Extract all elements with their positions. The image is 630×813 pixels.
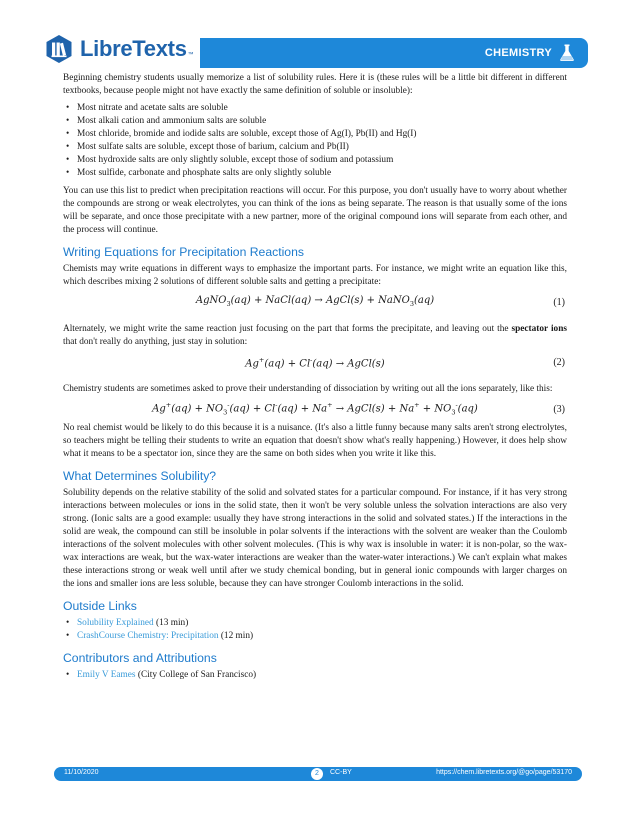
list-item: • Most chloride, bromide and iodide salts are soluble, except those of Ag(I), Pb(II) and Hg(I) [63, 128, 567, 141]
list-item: • Most hydroxide salts are only slightly soluble, except those of sodium and potassium [63, 154, 567, 167]
section-heading-writing-equations: Writing Equations for Precipitation Reactions [63, 245, 304, 259]
page-number: 2 [311, 768, 323, 780]
contributors-list [63, 669, 567, 682]
equation-1 [63, 289, 567, 315]
subject-label: CHEMISTRY [484, 47, 552, 59]
list-item: • Most nitrate and acetate salts are soluble [63, 102, 567, 115]
equation-1-number: (1) [553, 296, 565, 308]
list-item: • Most sulfide, carbonate and phosphate salts are only slightly soluble [63, 167, 567, 180]
section-heading-outside-links: Outside Links [63, 599, 137, 613]
section-heading-solubility: What Determines Solubility? [63, 469, 217, 483]
logo-trademark: ™ [187, 52, 194, 58]
equation-1-formula: AgNO$_3$(aq) + NaCl(aq) → AgCl(s) + NaNO$_3$(aq) [195, 294, 435, 308]
license-label: CC-BY [330, 769, 352, 776]
writing-paragraph-3: Chemistry students are sometimes asked to prove their understanding of dissociation by writing out all the ions separately, like this: [63, 384, 553, 394]
equation-2-formula: Ag+(aq) + Cl-(aq) → AgCl(s) [245, 355, 385, 370]
flask-icon [559, 44, 575, 62]
writing-paragraph-2: Alternately, we might write the same reaction just focusing on the part that forms the precipitate, and leaving out the spectator ions that don't really do anything, just stay in solution: [63, 324, 567, 347]
prediction-paragraph: You can use this list to predict when precipitation reactions will occur. For this purpose, you don't usually have to worry about whether the compounds are strong or weak electrolytes, you can think of the ions as being separate. The reason is that usually some of the ions will be separate, and once those precipitate with a new partner, more of the original compound ions will separate from each other, and the process will continue. [63, 186, 567, 235]
solubility-paragraph: Solubility depends on the relative stability of the solid and solvated states for a particular compound. For instance, if it has very strong interactions between molecules or ions in the solid state, then it won't be very soluble unless the solvation interactions are also very strong. (Ionic salts are a good example: usually they have strong interactions in the solid and solvated states.) If the interactions in the solid are weak, the compound can still be insoluble in polar solvents if the interactions with the solvent are weaker than the Coulomb interactions of the solvent molecules with other solvent molecules. (This is why wax is insoluble in water: it is non-polar, so the wax-wax interactions are weak, but the wax-water interactions are weaker than the water-water interactions.) We can't explain what makes these interactions strong or weak well until after we study chemical bonding, but in general ionic compounds with larger charges on the ions and smaller ions are less soluble, because they can have stronger Coulomb interactions in the solid. [63, 488, 567, 589]
outside-links-list [63, 617, 567, 643]
equation-3-number: (3) [553, 403, 565, 415]
list-item: • Most alkali cation and ammonium salts are soluble [63, 115, 567, 128]
list-item: • Emily V Eames (City College of San Francisco) [63, 669, 567, 682]
writing-paragraph-1: Chemists may write equations in different ways to emphasize the important parts. For instance, we might write an equation like this, which describes mixing 2 solutions of different soluble salts and getting a precipitate: [63, 264, 567, 287]
list-item: • Most sulfate salts are soluble, except those of barium, calcium and Pb(II) [63, 141, 567, 154]
page-footer [54, 767, 582, 781]
subject-banner [200, 38, 588, 68]
equation-3 [63, 396, 567, 422]
article-body [63, 72, 567, 687]
solubility-explained-link[interactable]: Solubility Explained [77, 618, 154, 628]
solubility-rules-list [63, 102, 567, 180]
equation-2 [63, 349, 567, 375]
list-item: • CrashCourse Chemistry: Precipitation (12 min) [63, 630, 567, 643]
logo-wordmark: LibreTexts [80, 36, 187, 61]
writing-paragraph-4: No real chemist would be likely to do this because it is a nuisance. (It's also a little funny because many salts aren't strong electrolytes, so teachers might be telling their students to write an equation that doesn't show what's really happening.) However, it does help show what it means to be a spectator ion, since they are the same on both sides when you write it like this. [63, 423, 567, 459]
libretexts-logo[interactable] [44, 34, 194, 64]
equation-3-formula: $Ag^+(aq) + NO_3^-(aq) + Cl^-(aq) + Na^+$ → AgCl(s) + $Na^+ + NO_3^-(aq)$ [152, 400, 478, 417]
footer-date: 11/10/2020 [64, 769, 99, 776]
equation-2-number: (2) [553, 356, 565, 368]
page-url-link[interactable]: https://chem.libretexts.org/@go/page/53170 [436, 769, 572, 776]
contributor-link[interactable]: Emily V Eames [77, 670, 136, 680]
spectator-ions-term: spectator ions [511, 324, 567, 334]
crashcourse-precipitation-link[interactable]: CrashCourse Chemistry: Precipitation [77, 631, 219, 641]
list-item: • Solubility Explained (13 min) [63, 617, 567, 630]
libretexts-badge-icon [44, 34, 74, 64]
page-header [0, 30, 630, 76]
intro-paragraph: Beginning chemistry students usually memorize a list of solubility rules. Here it is (these rules will be a little bit different in different textbooks, because people might not have exactly the same definition of soluble or insoluble): [63, 73, 567, 96]
section-heading-contributors: Contributors and Attributions [63, 651, 217, 665]
